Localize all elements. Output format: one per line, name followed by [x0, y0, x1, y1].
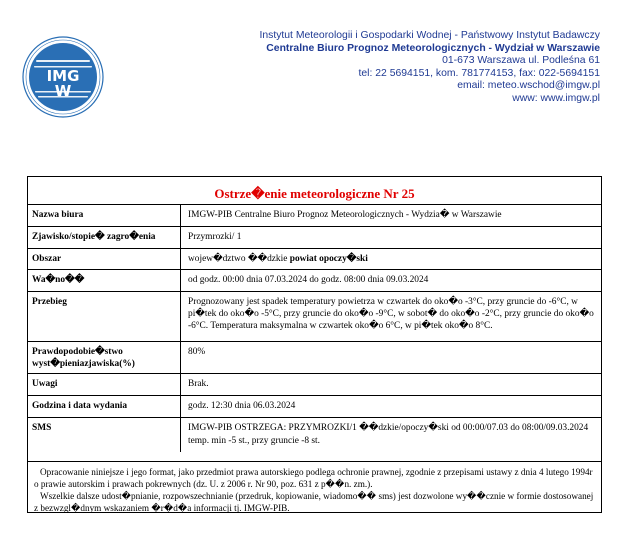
area-county: powiat opoczy�ski — [289, 254, 368, 264]
copyright-notice — [28, 461, 601, 514]
row-value: od godz. 00:00 dnia 07.03.2024 do godz. 08:00 dnia 09.03.2024 — [181, 270, 602, 292]
row-label: Godzina i data wydania — [28, 396, 181, 418]
office-name: Centralne Biuro Prognoz Meteorologicznych - Wydział w Warszawie — [266, 42, 600, 54]
row-value: Prognozowany jest spadek temperatury powietrza w czwartek do oko�o -3°C, przy gruncie do -6°C, w pi�tek do oko�o -5°C, przy gruncie do oko�o -9°C, w sobot� do oko�o -2°C, przy gruncie do oko�o -6°C. Temperatura maksymalna w czwartek oko�o 6°C, w pi�tek oko�o 8°C. — [181, 292, 602, 342]
address: 01-673 Warszawa ul. Podleśna 61 — [442, 55, 600, 67]
warning-title: Ostrze�enie meteorologiczne Nr 25 — [214, 186, 415, 201]
row-value: IMGW-PIB Centralne Biuro Prognoz Meteorologicznych - Wydzia� w Warszawie — [181, 205, 602, 227]
table-row — [28, 292, 601, 342]
row-value: Brak. — [181, 374, 602, 396]
table-row — [28, 205, 601, 227]
row-label: Zjawisko/stopie� zagro�enia — [28, 227, 181, 249]
row-label: Prawdopodobie�stwo wyst�pieniazjawiska(%) — [28, 342, 181, 374]
warning-document — [27, 176, 602, 513]
table-row — [28, 249, 601, 270]
distribution-paragraph: Wszelkie dalsze udost�pnianie, rozpowszechnianie (przedruk, kopiowanie, wiadomo�� sms) jest dozwolone wy��cznie w formie dostosowanej z bezwzgl�dnym wskazaniem �r�d�a informacji tj. IMGW-PIB. — [34, 491, 594, 513]
table-row — [28, 227, 601, 249]
table-row — [28, 374, 601, 396]
warning-table — [28, 204, 601, 452]
row-label: Uwagi — [28, 374, 181, 396]
row-label: SMS — [28, 418, 181, 452]
row-value — [181, 249, 602, 270]
copyright-paragraph: Opracowanie niniejsze i jego format, jako przedmiot prawa autorskiego podlega ochronie prawnej, zgodnie z przepisami ustawy z dnia 4 lutego 1994r o prawie autorskim i prawach pokrewnych (dz. U. z 2006 r. Nr 90, poz. 631 z p��n. zm.). — [34, 467, 593, 489]
table-row — [28, 396, 601, 418]
svg-text:IMG: IMG — [46, 67, 80, 85]
institute-name: Instytut Meteorologii i Gospodarki Wodnej - Państwowy Instytut Badawczy — [259, 30, 600, 41]
table-row — [28, 418, 601, 452]
website[interactable]: www: www.imgw.pl — [512, 92, 600, 104]
row-value: Przymrozki/ 1 — [181, 227, 602, 249]
email[interactable]: email: meteo.wschod@imgw.pl — [457, 80, 600, 92]
row-label: Nazwa biura — [28, 205, 181, 227]
area-voivodeship: wojew�dztwo ��dzkie — [188, 254, 290, 264]
table-row — [28, 342, 601, 374]
table-row — [28, 270, 601, 292]
row-value: 80% — [181, 342, 602, 374]
row-value: IMGW-PIB OSTRZEGA: PRZYMROZKI/1 ��dzkie/opoczy�ski od 00:00/07.03 do 08:00/09.03.2024 temp. min -5 st., przy gruncie -8 st. — [181, 418, 602, 452]
imgw-logo — [22, 36, 104, 118]
institute-header — [180, 30, 600, 106]
row-label: Przebieg — [28, 292, 181, 342]
svg-text:W: W — [54, 82, 72, 100]
row-label: Wa�no�� — [28, 270, 181, 292]
row-label: Obszar — [28, 249, 181, 270]
phone: tel: 22 5694151, kom. 781774153, fax: 022-5694151 — [358, 67, 600, 79]
row-value: godz. 12:30 dnia 06.03.2024 — [181, 396, 602, 418]
